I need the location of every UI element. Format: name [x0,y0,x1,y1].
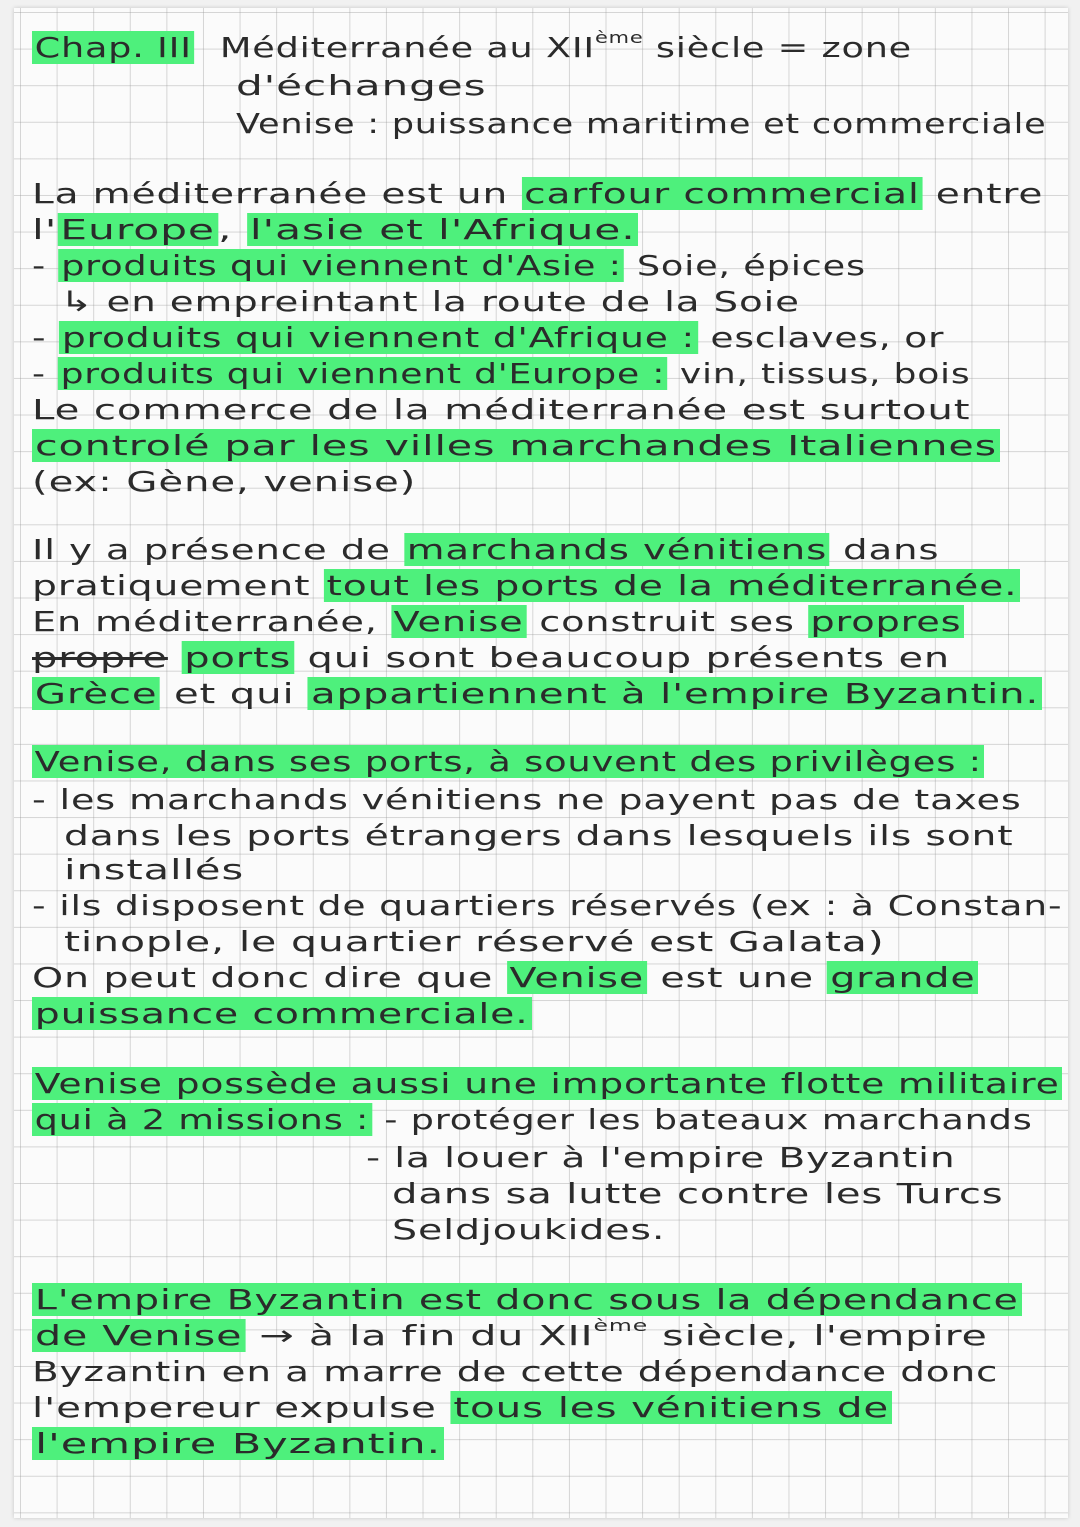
p1-line-7: Le commerce de la méditerranée est surtout [32,393,971,426]
p4-line-4: dans sa lutte contre les Turcs [392,1177,1004,1210]
highlight: Venise possède aussi une importante flotte militaire [32,1067,1062,1100]
highlight: L'empire Byzantin est donc sous la dépendance [32,1283,1021,1316]
p2-line-4: propre ports qui sont beaucoup présents en [32,641,951,674]
highlight: Europe [57,213,218,246]
highlight: controlé par les villes marchandes Italiennes [32,429,1000,462]
highlight: tous les vénitiens de [450,1391,892,1424]
highlight: de Venise [32,1319,245,1352]
p5-line-4: l'empereur expulse tous les vénitiens de [32,1390,892,1426]
highlight: tout les ports de la méditerranée. [324,569,1021,602]
highlight: produits qui viennent d'Asie : [58,249,624,282]
highlight: Venise [391,605,527,638]
highlight: produits qui viennent d'Afrique : [59,321,697,354]
p3-line-6: tinople, le quartier réservé est Galata) [64,925,885,958]
p1-line-3: - produits qui viennent d'Asie : Soie, épices [32,249,866,282]
p4-line-1 [32,1066,1062,1102]
chapter-label: Chap. III [32,31,194,64]
header-line-3: Venise : puissance maritime et commerciale [236,107,1047,140]
highlight: produits qui viennent d'Europe : [58,357,668,390]
highlight: puissance commerciale. [32,997,531,1030]
highlight: grande [827,961,978,994]
p1-line-9: (ex: Gène, venise) [32,465,417,498]
p1-line-2: l' Europe , l'asie et l'Afrique. [32,212,639,248]
p3-line-3: dans les ports étrangers dans lesquels ils sont [64,819,1014,852]
crossed-out-word: propre [32,641,168,674]
chapter-title: Méditerranée au XIIème siècle = zone [219,28,912,64]
highlight: Venise, dans ses ports, à souvent des privilèges : [32,745,984,778]
p4-line-2: qui à 2 missions : - protéger les bateaux marchands [32,1102,1033,1138]
highlight: propres [808,605,964,638]
p1-line-6: - produits qui viennent d'Europe : vin, tissus, bois [32,357,971,390]
p5-line-3: Byzantin en a marre de cette dépendance donc [32,1355,999,1388]
p5-line-5 [32,1426,444,1462]
p4-line-3: - la louer à l'empire Byzantin [366,1141,956,1174]
p2-line-5: Grèce et qui appartiennent à l'empire Byzantin. [32,676,1042,712]
p4-line-5: Seldjoukides. [392,1213,666,1246]
p3-line-7: On peut donc dire que Venise est une grande [32,960,978,996]
p1-line-1: La méditerranée est un carfour commercial entre [32,177,1044,210]
p5-line-2: de Venise → à la fin du XIIème siècle, l'empire [32,1318,988,1354]
header-line-2: d'échanges [236,69,487,102]
p1-line-5: - produits qui viennent d'Afrique : esclaves, or [32,321,945,354]
p5-line-1 [32,1282,1021,1318]
p3-line-1 [32,744,984,780]
p3-line-8 [32,996,531,1032]
highlight: Grèce [32,677,160,710]
p3-line-4: installés [64,853,245,886]
p1-line-4: ↳ en empreintant la route de la Soie [60,285,800,318]
highlight: ports [181,641,294,674]
highlight: appartiennent à l'empire Byzantin. [308,677,1042,710]
p2-line-1: Il y a présence de marchands vénitiens dans [32,533,940,566]
highlight: Venise [507,961,647,994]
highlight: l'asie et l'Afrique. [247,213,639,246]
p2-line-3: En méditerranée, Venise construit ses propres [32,604,964,640]
p3-line-2: - les marchands vénitiens ne payent pas de taxes [32,783,1022,816]
highlight: l'empire Byzantin. [32,1427,444,1460]
p3-line-5: - ils disposent de quartiers réservés (ex : à Constan- [32,889,1063,922]
p1-line-8 [32,428,1000,464]
p2-line-2: pratiquement tout les ports de la méditerranée. [32,568,1020,604]
header-line-1 [32,30,912,66]
highlight: carfour commercial [521,177,922,210]
highlight: marchands vénitiens [404,533,830,566]
highlight: qui à 2 missions : [32,1103,372,1136]
